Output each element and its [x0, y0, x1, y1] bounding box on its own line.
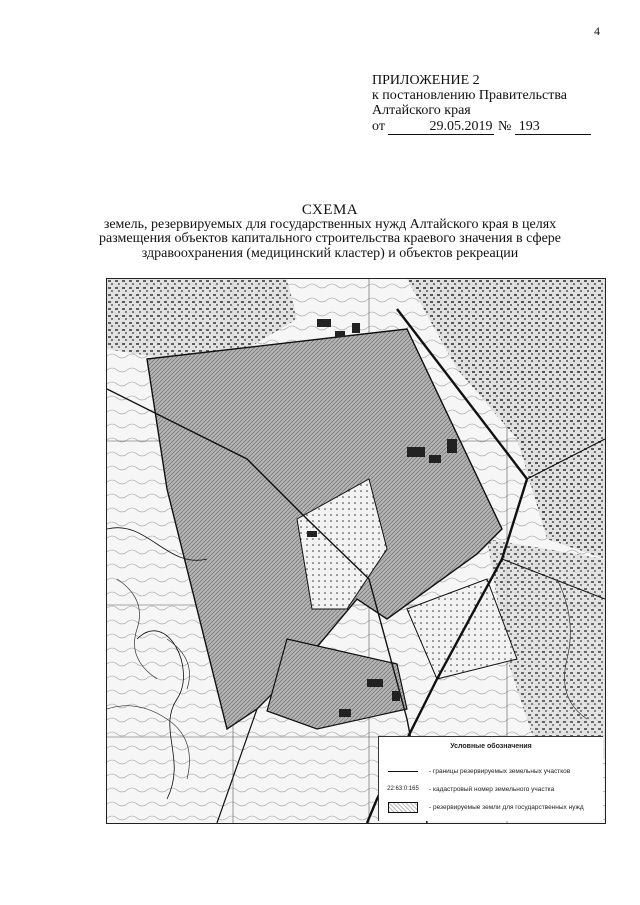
title-line-3: здравоохранения (медицинский кластер) и объектов рекреации	[141, 245, 519, 261]
document-title	[60, 203, 600, 261]
appendix-header	[372, 73, 591, 135]
legend-title: Условные обозначения	[450, 743, 532, 750]
legend-item-boundary	[385, 765, 601, 777]
legend-label-boundary: - границы резервируемых земельных участков	[429, 767, 571, 775]
appendix-date-line	[372, 119, 591, 135]
number-sign: №	[497, 119, 512, 134]
legend-label-reserved: - резервируемые земли для государственных нужд	[429, 803, 584, 811]
page-number: 4	[594, 24, 600, 38]
appendix-line-1: к постановлению Правительства	[372, 88, 568, 103]
decree-number: 193	[515, 119, 591, 135]
legend-label-cadastral: - кадастровый номер земельного участка	[429, 785, 555, 793]
appendix-line-2: Алтайского края	[372, 103, 471, 118]
reserved-land-symbol	[385, 801, 421, 813]
date-prefix: от	[372, 119, 385, 134]
legend-item-cadastral	[385, 783, 601, 795]
map-legend	[378, 736, 603, 821]
title-line-1: земель, резервируемых для государственных нужд Алтайского края в целях	[103, 216, 557, 232]
cadastral-number-symbol: 22:63:0:165	[387, 786, 419, 792]
title-heading: СХЕМА	[301, 202, 359, 218]
boundary-line-symbol	[385, 765, 421, 777]
legend-item-reserved	[385, 801, 601, 813]
decree-date: 29.05.2019	[388, 119, 494, 135]
title-line-2: размещения объектов капитального строительства краевого значения в сфере	[98, 231, 562, 246]
appendix-title: ПРИЛОЖЕНИЕ 2	[372, 73, 480, 88]
